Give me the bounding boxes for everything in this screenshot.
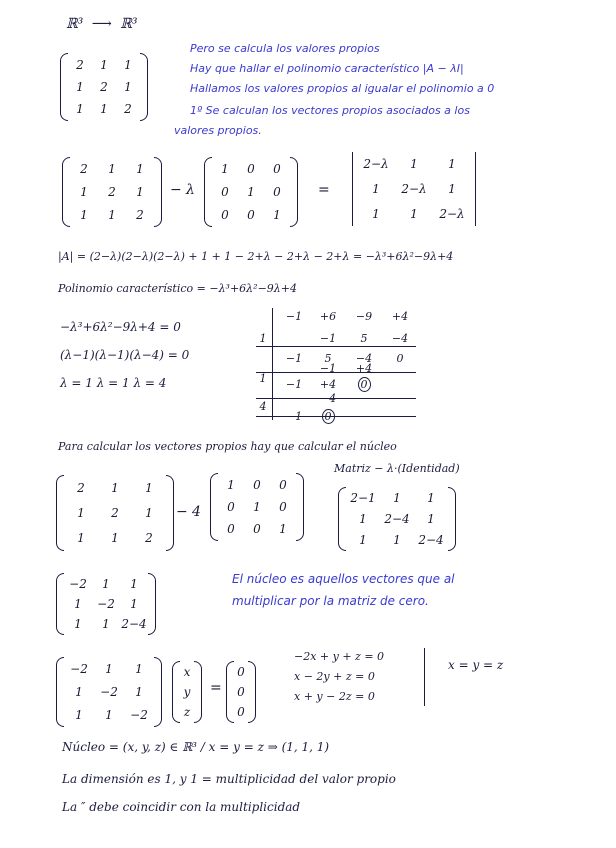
ruffini-product: 5 [360, 332, 368, 345]
ruffini-coeff: −9 [355, 310, 373, 323]
vector-entry: x [183, 665, 191, 679]
blue-note-4: 1º Se calculan los vectores propios asociados a los [190, 104, 470, 117]
minus-sign: − [176, 504, 188, 520]
polynomial-line: Polinomio característico = −λ³+6λ²−9λ+4 [58, 282, 297, 295]
matrix-entry: 0 [221, 185, 229, 199]
matrix-entry: 1 [77, 506, 85, 520]
matrix-entry: 2 [136, 208, 144, 222]
ruffini-result: 0 [396, 352, 404, 365]
ruffini-result: −1 [285, 410, 303, 423]
equation-3: x + y − 2z = 0 [294, 690, 375, 703]
matrix-entry: 0 [227, 522, 235, 536]
matrix-entry: 1 [393, 533, 401, 547]
ruffini-root-1: 1 [259, 332, 267, 345]
matrix-entry: 1 [130, 597, 138, 611]
scalar-four: 4 [192, 504, 201, 520]
matrix-entry: 1 [111, 481, 119, 495]
ruffini-root-3: 4 [259, 400, 267, 413]
equation-1: −2x + y + z = 0 [294, 650, 385, 663]
matrix-entry: 2−λ [401, 182, 427, 196]
matrix-entry: 1 [80, 208, 88, 222]
vector-entry: 0 [237, 665, 245, 679]
matrix-entry: −2 [100, 685, 118, 699]
matrix-entry: 2 [111, 506, 119, 520]
matrix-entry: 1 [77, 531, 85, 545]
ruffini-product: −4 [391, 332, 409, 345]
multiplicity-line: La ″ debe coincidir con la multiplicidad [62, 800, 301, 814]
factored-equation: (λ−1)(λ−1)(λ−4) = 0 [60, 348, 190, 362]
system-solution: x = y = z [448, 658, 504, 672]
vector-entry: y [183, 685, 191, 699]
vector-entry: z [183, 705, 191, 719]
matrix-entry: 0 [247, 208, 255, 222]
matrix-entry: 2 [100, 80, 108, 94]
matrix-entry: 1 [427, 512, 435, 526]
matrix-entry: 1 [145, 481, 153, 495]
matrix-entry: 1 [74, 597, 82, 611]
ruffini-product: −1 [319, 362, 337, 375]
lambda-symbol: λ [186, 182, 195, 198]
blue-nucleo-1: El núcleo es aquellos vectores que al [232, 572, 455, 586]
mapping-heading: ℝ³ ⟶ ℝ³ [66, 16, 138, 32]
matrix-entry: −2 [69, 577, 87, 591]
matrix-entry: 1 [130, 577, 138, 591]
ruffini-result: 5 [324, 352, 332, 365]
matrix-entry: 1 [136, 162, 144, 176]
matrix-entry: 1 [76, 80, 84, 94]
matrix-entry: 1 [102, 617, 110, 631]
matrix-entry: 1 [100, 58, 108, 72]
ruffini-root-2: 1 [259, 372, 267, 385]
matrix-entry: 0 [273, 185, 281, 199]
unknown-vector [172, 660, 202, 724]
matrix-entry: 2 [77, 481, 85, 495]
matrix-entry: 2 [76, 58, 84, 72]
matrix-entry: 1 [111, 531, 119, 545]
matrix-entry: 1 [372, 182, 380, 196]
matrix-entry: 0 [253, 478, 261, 492]
matrix-entry: 1 [145, 506, 153, 520]
matrix-entry: 0 [221, 208, 229, 222]
ruffini-result: 0 [350, 378, 378, 391]
matrix-entry: 1 [410, 207, 418, 221]
matrix-entry: 1 [448, 182, 456, 196]
matrix-entry: 1 [100, 102, 108, 116]
matrix-entry: 1 [75, 708, 83, 722]
kernel-intro: Para calcular los vectores propios hay que calcular el núcleo [58, 440, 397, 453]
blue-note-1: Pero se calcula los valores propios [190, 42, 380, 55]
blue-note-3: Hallamos los valores propios al igualar el polinomio a 0 [190, 82, 495, 95]
matrix-entry: 1 [273, 208, 281, 222]
matrix-entry: 1 [427, 491, 435, 505]
matrix-entry: 1 [108, 162, 116, 176]
nucleo-line: Núcleo = (x, y, z) ∈ ℝ³ / x = y = z ⇒ (1, 1, 1) [62, 740, 330, 754]
matrix-entry: 1 [227, 478, 235, 492]
equals-sign: = [318, 182, 330, 198]
blue-note-5: valores propios. [174, 124, 262, 137]
matrix-entry: 1 [135, 662, 143, 676]
matrix-entry: 2 [124, 102, 132, 116]
polynomial-equation: −λ³+6λ²−9λ+4 = 0 [60, 320, 181, 334]
characteristic-determinant [352, 150, 476, 228]
matrix-entry: 1 [105, 662, 113, 676]
matrix-entry: 2−λ [363, 157, 389, 171]
matrix-entry: 0 [279, 500, 287, 514]
matrix-entry: 2 [108, 185, 116, 199]
reduced-matrix [56, 572, 156, 636]
matrix-a [60, 52, 148, 122]
determinant-line: |A| = (2−λ)(2−λ)(2−λ) + 1 + 1 − 2+λ − 2+λ − 2+λ = −λ³+6λ²−9λ+4 [58, 250, 454, 263]
matrix-entry: 2−λ [439, 207, 465, 221]
matrix-entry: 2−4 [418, 533, 444, 547]
matrix-entry: 0 [273, 162, 281, 176]
matrix-entry: 0 [279, 478, 287, 492]
vector-entry: 0 [237, 705, 245, 719]
matrix-entry: 1 [124, 80, 132, 94]
ruffini-coeff: +4 [391, 310, 409, 323]
ruffini-result: +4 [319, 378, 337, 391]
ruffini-coeff: +6 [319, 310, 337, 323]
identity-matrix-second [210, 472, 304, 542]
matrix-a-second [62, 156, 162, 228]
matrix-entry: 1 [135, 685, 143, 699]
matrix-entry: 1 [221, 162, 229, 176]
matrix-entry: 1 [75, 685, 83, 699]
matrix-entry: 1 [80, 185, 88, 199]
minus-sign: − [170, 182, 182, 198]
matrix-entry: 1 [359, 512, 367, 526]
matrix-a-third [56, 474, 174, 552]
ruffini-coeff: −1 [285, 310, 303, 323]
matrix-entry: 1 [76, 102, 84, 116]
matrix-entry: 1 [102, 577, 110, 591]
matrix-entry: 1 [136, 185, 144, 199]
matrix-entry: 2−4 [121, 617, 147, 631]
ruffini-result: −4 [355, 352, 373, 365]
matrix-entry: 1 [74, 617, 82, 631]
matrix-entry: −2 [97, 597, 115, 611]
system-matrix [56, 656, 162, 728]
matrix-entry: 2−1 [350, 491, 376, 505]
matrix-entry: 1 [124, 58, 132, 72]
matrix-entry: 0 [253, 522, 261, 536]
matrix-entry: 1 [448, 157, 456, 171]
equals-sign: = [210, 680, 222, 696]
dimension-line: La dimensión es 1, y 1 = multiplicidad del valor propio [62, 772, 396, 786]
matrix-entry: 2 [145, 531, 153, 545]
zero-vector [226, 660, 256, 724]
matrix-entry: 2 [80, 162, 88, 176]
matrix-entry: 1 [105, 708, 113, 722]
eigenvalues: λ = 1 λ = 1 λ = 4 [60, 376, 167, 390]
equation-2: x − 2y + z = 0 [294, 670, 375, 683]
shifted-matrix [338, 486, 456, 552]
matrix-entry: −2 [70, 662, 88, 676]
matrix-entry: 1 [108, 208, 116, 222]
matrix-entry: 1 [279, 522, 287, 536]
matrix-entry: 1 [253, 500, 261, 514]
ruffini-product: −1 [319, 332, 337, 345]
matrix-entry: 1 [410, 157, 418, 171]
ruffini-product: +4 [355, 362, 373, 375]
ruffini-result: 0 [314, 410, 342, 423]
matrix-entry: 1 [372, 207, 380, 221]
matrix-entry: 1 [247, 185, 255, 199]
ruffini-result: −1 [285, 378, 303, 391]
vector-entry: 0 [237, 685, 245, 699]
ruffini-result: −1 [285, 352, 303, 365]
matrix-entry: 1 [359, 533, 367, 547]
matrix-entry: 2−4 [384, 512, 410, 526]
matrix-entry: 1 [393, 491, 401, 505]
matrix-entry: 0 [227, 500, 235, 514]
kernel-note: Matriz − λ·(Identidad) [334, 462, 460, 475]
blue-nucleo-2: multiplicar por la matriz de cero. [232, 594, 429, 608]
ruffini-product: −4 [319, 392, 337, 405]
identity-matrix [204, 156, 298, 228]
blue-note-2: Hay que hallar el polinomio característico |A − λI| [190, 62, 464, 75]
matrix-entry: 0 [247, 162, 255, 176]
matrix-entry: −2 [130, 708, 148, 722]
